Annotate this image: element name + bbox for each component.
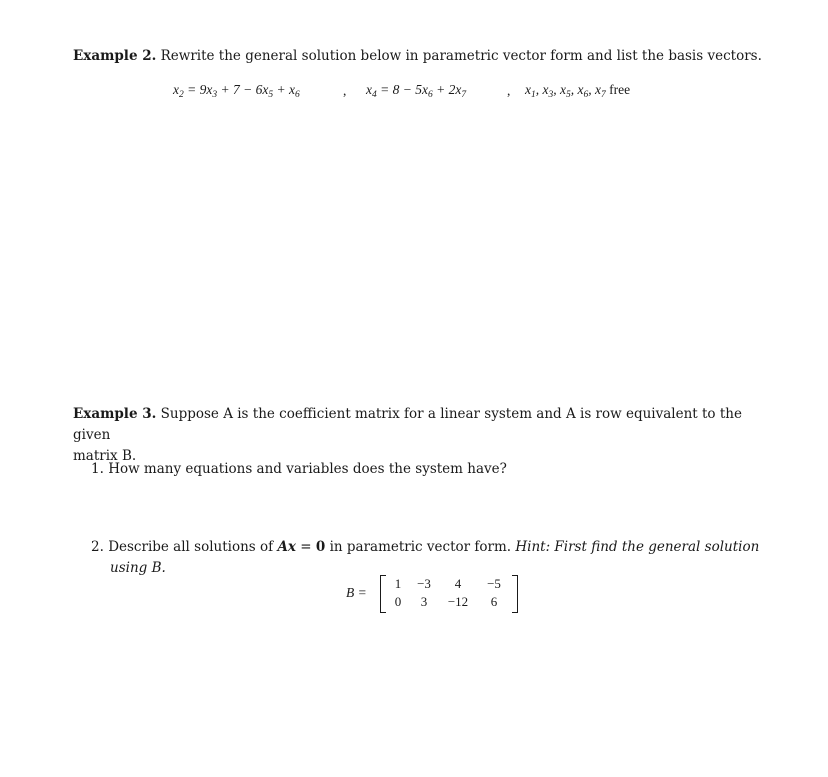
example-3-heading: Example 3. <box>73 406 157 422</box>
ax-symbol: Ax <box>277 539 296 555</box>
question-2-line-1 <box>91 537 771 558</box>
separator-2: , <box>507 83 511 98</box>
matrix-cell: 6 <box>490 594 498 609</box>
matrix-cell: 3 <box>420 594 428 609</box>
separator-1: , <box>343 83 347 98</box>
matrix-cell: 0 <box>394 594 402 609</box>
matrix-cell: 4 <box>454 576 462 591</box>
example-3-statement <box>73 404 763 467</box>
matrix-cell: −5 <box>487 576 501 591</box>
question-1 <box>91 459 771 480</box>
question-1-number: 1. <box>91 461 104 477</box>
matrix-cell: 1 <box>394 576 402 591</box>
question-2-text-b: in parametric vector form. <box>325 539 512 555</box>
example-3-text-2: matrix B. <box>73 448 137 464</box>
equation-x2-text: $x_2 = 9x_3 + 7 - 6x_5 + x_6$ <box>173 82 300 100</box>
question-2 <box>91 537 771 579</box>
matrix-cell: −3 <box>417 576 431 591</box>
matrix-label-text: B = <box>346 585 367 600</box>
zero-vector: 0 <box>315 539 326 555</box>
question-2-number: 2. <box>91 539 104 555</box>
matrix-b <box>380 575 518 611</box>
equals-sign: = <box>295 539 316 555</box>
equation-x4-text: $x_4 = 8 - 5x_6 + 2x_7$ <box>366 82 467 100</box>
hint-text: First find the general solution <box>554 539 760 555</box>
free-label: free <box>609 82 631 97</box>
example-2-text: Rewrite the general solution below in parametric vector form and list the basis vectors. <box>160 48 762 64</box>
hint-label: Hint: <box>515 539 551 555</box>
matrix-label <box>346 585 367 601</box>
equation-x2 <box>173 82 300 98</box>
matrix-right-bracket <box>512 575 518 613</box>
question-1-text: How many equations and variables does the system have? <box>108 461 507 477</box>
question-2-text-a: Describe all solutions of <box>108 539 278 555</box>
matrix-cell: −12 <box>447 594 469 609</box>
example-3-text-1: Suppose A is the coefficient matrix for a linear system and A is row equivalent to the given <box>73 406 742 443</box>
example-3-line-1 <box>73 404 763 446</box>
example-2-statement <box>73 46 773 67</box>
free-variables <box>525 82 630 98</box>
example-2-heading: Example 2. <box>73 48 157 64</box>
hint-text-2: using B. <box>110 560 166 576</box>
equation-x4 <box>366 82 466 98</box>
free-variables-list: $x_1$, $x_3$, $x_5$, $x_6$, $x_7$ <box>525 82 606 100</box>
